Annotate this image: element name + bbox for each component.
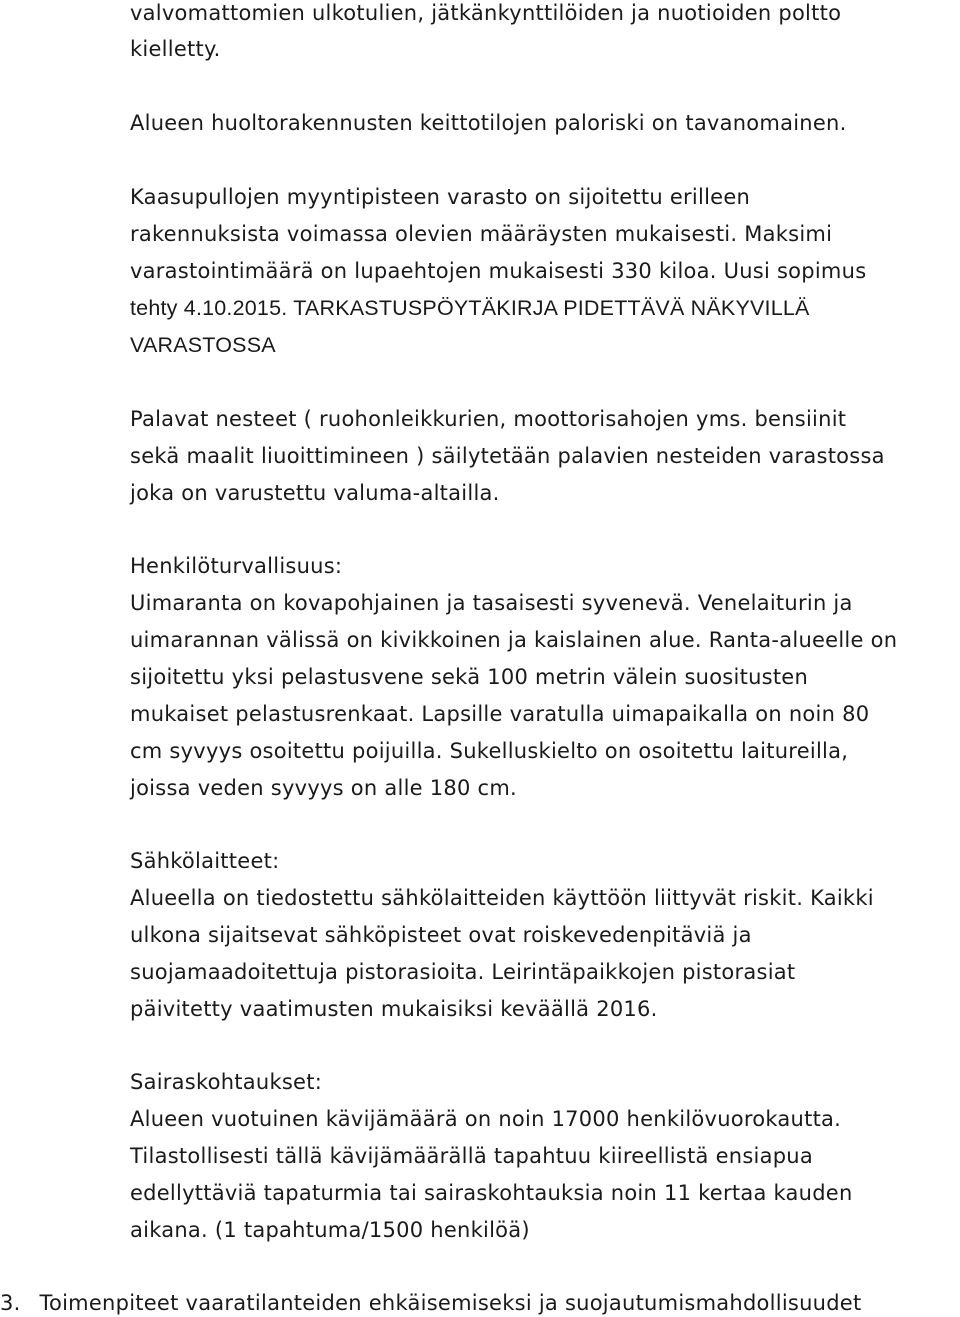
- paragraph-line: VARASTOSSA: [130, 333, 276, 357]
- paragraph-line: Uimaranta on kovapohjainen ja tasaisesti syvenevä. Venelaiturin ja: [130, 591, 853, 615]
- paragraph-line: aikana. (1 tapahtuma/1500 henkilöä): [130, 1218, 530, 1242]
- paragraph-line: sijoitettu yksi pelastusvene sekä 100 metrin välein suositusten: [130, 665, 809, 689]
- paragraph-line: kielletty.: [130, 37, 221, 61]
- paragraph-line: Alueen vuotuinen kävijämäärä on noin 17000 henkilövuorokautta.: [130, 1107, 842, 1131]
- paragraph-line: Tilastollisesti tällä kävijämäärällä tapahtuu kiireellistä ensiapua: [130, 1144, 813, 1168]
- paragraph-line: Palavat nesteet ( ruohonleikkurien, moottorisahojen yms. bensiinit: [130, 407, 847, 431]
- paragraph-line: valvomattomien ulkotulien, jätkänkynttilöiden ja nuotioiden poltto: [130, 1, 842, 25]
- paragraph-line: cm syvyys osoitettu poijuilla. Sukelluskielto on osoitettu laitureilla,: [130, 739, 849, 763]
- paragraph-line: päivitetty vaatimusten mukaisiksi keväällä 2016.: [130, 997, 658, 1021]
- section-title: Toimenpiteet vaaratilanteiden ehkäisemiseksi ja suojautumismahdollisuudet: [39, 1291, 862, 1315]
- paragraph-line: sekä maalit liuoittimineen ) säilytetään palavien nesteiden varastossa: [130, 444, 885, 468]
- paragraph-line: mukaiset pelastusrenkaat. Lapsille varatulla uimapaikalla on noin 80: [130, 702, 870, 726]
- paragraph-line: uimarannan välissä on kivikkoinen ja kaislainen alue. Ranta-alueelle on: [130, 628, 898, 652]
- section-heading: Henkilöturvallisuus:: [130, 554, 343, 578]
- paragraph-line: joissa veden syvyys on alle 180 cm.: [130, 776, 517, 800]
- paragraph-line: tehty 4.10.2015. TARKASTUSPÖYTÄKIRJA PIDETTÄVÄ NÄKYVILLÄ: [130, 296, 810, 320]
- numbered-section-heading: [0, 1290, 861, 1316]
- paragraph-line: edellyttäviä tapaturmia tai sairaskohtauksia noin 11 kertaa kauden: [130, 1181, 853, 1205]
- paragraph-line: Alueen huoltorakennusten keittotilojen paloriski on tavanomainen.: [130, 111, 847, 135]
- paragraph-line: Alueella on tiedostettu sähkölaitteiden käyttöön liittyvät riskit. Kaikki: [130, 886, 874, 910]
- section-number: 3.: [0, 1291, 21, 1315]
- paragraph-line: suojamaadoitettuja pistorasioita. Leirintäpaikkojen pistorasiat: [130, 960, 796, 984]
- paragraph-line: joka on varustettu valuma-altailla.: [130, 481, 500, 505]
- section-heading: Sairaskohtaukset:: [130, 1070, 323, 1094]
- section-heading: Sähkölaitteet:: [130, 849, 280, 873]
- paragraph-line: rakennuksista voimassa olevien määräysten mukaisesti. Maksimi: [130, 222, 833, 246]
- paragraph-line: ulkona sijaitsevat sähköpisteet ovat roiskevedenpitäviä ja: [130, 923, 752, 947]
- paragraph-line: varastointimäärä on lupaehtojen mukaisesti 330 kiloa. Uusi sopimus: [130, 259, 867, 283]
- paragraph-line: Kaasupullojen myyntipisteen varasto on sijoitettu erilleen: [130, 185, 751, 209]
